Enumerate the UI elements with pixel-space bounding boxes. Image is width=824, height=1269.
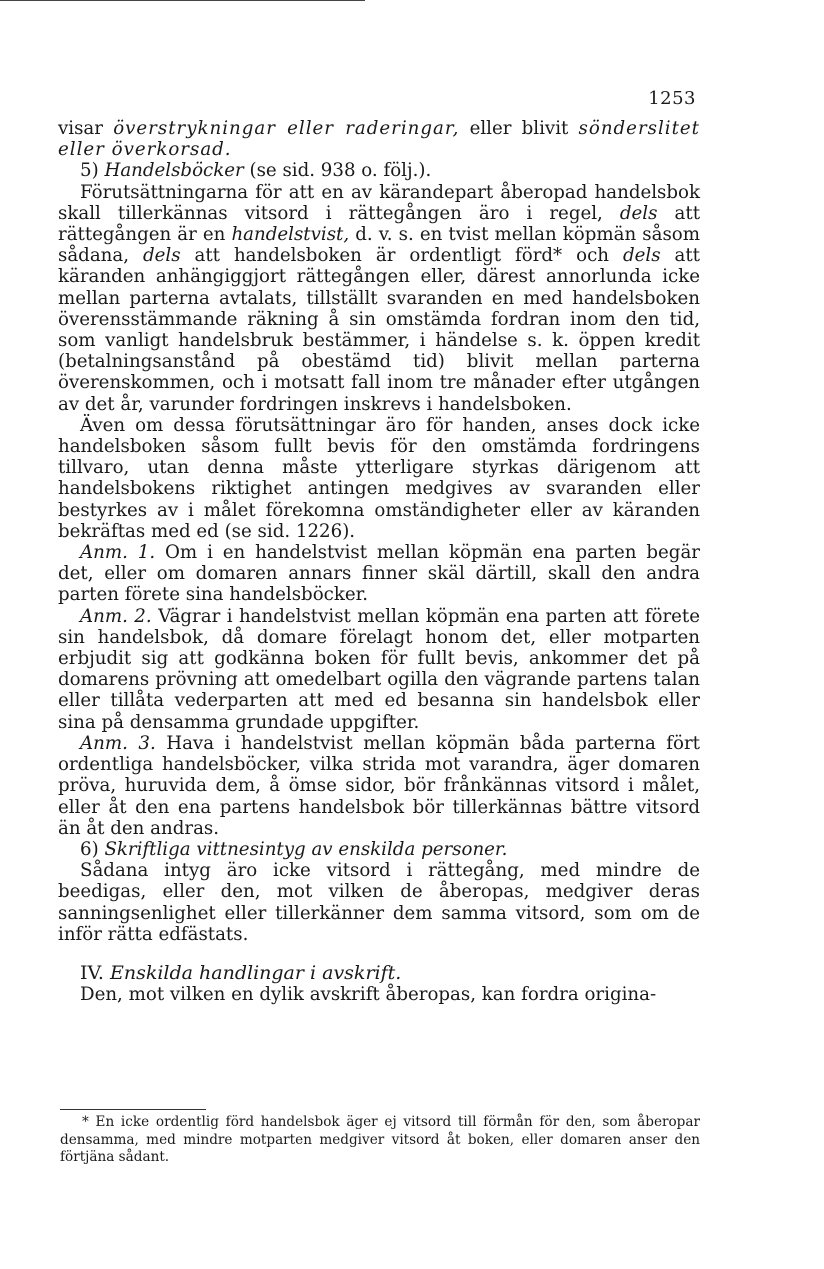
heading-number: 6) [80,838,105,860]
italic-span: handelstvist, [231,224,350,246]
top-rule [0,0,365,1]
anm-label: Anm. 3. [80,732,156,754]
main-text [58,118,700,1005]
heading-title: Enskilda handlingar i avskrift. [109,961,402,984]
italic-span: dels [142,245,181,267]
heading-section-iv [58,963,700,984]
text-span: visar [58,118,114,139]
heading-title: Skriftliga vittnesintyg av enskilda personer. [104,838,508,860]
heading-handelsbocker [58,160,700,181]
text-span: Förutsättningarna för att en av kärandepart åberopad handelsbok skall tillerkännas vitsord i rättegången äro i regel, [58,181,700,224]
heading-vittnesintyg [58,839,700,860]
italic-span: dels [622,245,661,267]
text-span: eller blivit [459,118,579,139]
paragraph-anm-1 [58,542,700,606]
heading-number: IV. [80,961,110,984]
anm-label: Anm. 1. [80,542,156,564]
paragraph-anm-3 [58,733,700,839]
text-span: Vägrar i handelstvist mellan köpmän ena parten att förete sin handelsbok, då domare förelagt honom det, eller motparten erbjudit sig att godkänna boken för fullt bevis, ankommer det på domarens prövning att omedelbart ogilla den vägrande partens talan eller tillåta vederparten att med ed besanna sin handelsbok eller sina på densamma grundade uppgifter. [58,605,700,733]
page-number: 1253 [648,88,696,109]
italic-span: sönderslitet eller överkorsad. [58,118,700,161]
heading-title: Handelsböcker [104,160,244,182]
text-span: att käranden anhängiggjort rättegången eller, därest annorlunda icke mellan parterna avtalats, tillställt svaranden en med handelsboken överensstämmande räkning å sin omstämda fordran inom den tid, som vanligt handelsbruk bestämmer, i händelse s. k. öppen kredit (betalningsanstånd på obestämd tid) blivit mellan parterna överenskommen, och i motsatt fall inom tre månader efter utgången av det år, varunder fordringen inskrevs i handelsboken. [58,245,700,415]
paragraph-aven-om: Även om dessa förutsättningar äro för handen, anses dock icke handelsboken såsom fullt bevis för den omstämda fordringens tillvaro, utan denna måste ytterligare styrkas därigenom att handelsbokens riktighet antingen medgives av svaranden eller bestyrkes av i målet förekomna omständigheter eller av käranden bekräftas med ed (se sid. 1226). [58,414,700,542]
footnote-rule [60,1109,206,1110]
text-span: d. v. s. en tvist mellan köpmän såsom sådana, [58,224,700,267]
text-span: att rättegången är en [58,202,700,246]
paragraph-forutsattningar [58,182,700,415]
paragraph-den-mot-vilken: Den, mot vilken en dylik avskrift åberopas, kan fordra origina- [80,984,657,1006]
footnote-text: * En icke ordentlig förd handelsbok äger ej vitsord till förmån för den, som åberopar densamma, med mindre motparten medgiver vitsord åt boken, eller domaren anser den förtjäna sådant. [60,1114,700,1166]
paragraph-anm-2 [58,606,700,733]
paragraph-sadana-intyg: Sådana intyg äro icke vitsord i rättegång, med mindre de beedigas, eller den, mot vilken de åberopas, medgiver deras sanningsenlighet eller tillerkänner dem samma vitsord, som om de inför rätta edfästats. [58,860,700,945]
text-span: Om i en handelstvist mellan köpmän ena parten begär det, eller om domaren annars finner skäl därtill, skall den andra parten förete sina handelsböcker. [58,542,700,606]
anm-label: Anm. 2. [80,605,152,627]
text-span: att handelsboken är ordentligt förd* och [180,245,623,267]
footnote [60,1114,700,1167]
italic-span: dels [619,202,658,224]
heading-reference: (se sid. 938 o. följ.). [243,160,432,182]
text-span: Hava i handelstvist mellan köpmän båda parterna fört ordentliga handelsböcker, vilka strida mot varandra, äger domaren pröva, huruvida dem, å ömse sidor, bör frånkännas vitsord i målet, eller åt den ena partens handelsbok bör tillerkännas bättre vitsord än åt den andras. [58,732,700,839]
italic-span: överstrykningar eller raderingar, [113,118,460,139]
heading-number: 5) [80,160,105,182]
paragraph-continuation [58,118,700,160]
